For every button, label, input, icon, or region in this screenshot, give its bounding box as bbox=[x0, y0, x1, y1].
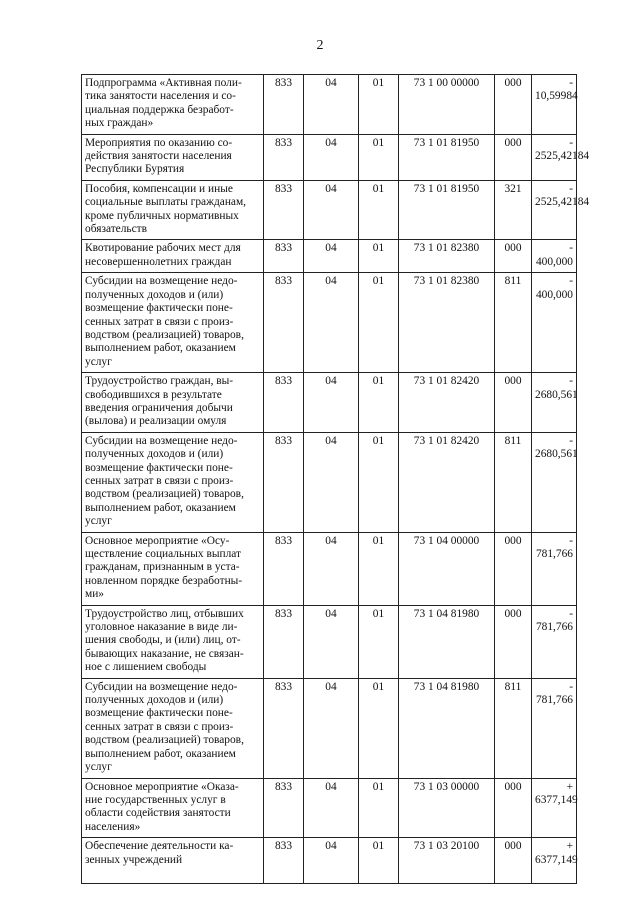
target-article-cell: 73 1 01 81950 bbox=[399, 180, 495, 240]
section-code-cell: 04 bbox=[304, 75, 359, 135]
subsection-code-cell: 01 bbox=[359, 373, 399, 433]
section-code-cell: 04 bbox=[304, 432, 359, 532]
section-code-cell: 04 bbox=[304, 778, 359, 838]
amount-cell: - 400,000 bbox=[532, 273, 577, 373]
subsection-code-cell: 01 bbox=[359, 432, 399, 532]
expense-type-cell: 000 bbox=[495, 838, 532, 884]
expense-type-cell: 000 bbox=[495, 532, 532, 605]
expense-type-cell: 811 bbox=[495, 273, 532, 373]
ministry-code-cell: 833 bbox=[264, 532, 304, 605]
table-row bbox=[82, 240, 577, 273]
expense-type-cell: 811 bbox=[495, 678, 532, 778]
subsection-code-cell: 01 bbox=[359, 240, 399, 273]
subsection-code-cell: 01 bbox=[359, 605, 399, 678]
amount-cell: - 2680,561 bbox=[532, 432, 577, 532]
row-name-cell: Основное мероприятие «Осу- ществление социальных выплат гражданам, признанным в уста- новленном порядке безработны- ми» bbox=[82, 532, 264, 605]
target-article-cell: 73 1 03 00000 bbox=[399, 778, 495, 838]
row-name-cell: Субсидии на возмещение недо- полученных доходов и (или) возмещение фактически поне- сенных затрат в связи с произ- водством (реализацией) товаров, выполнением работ, оказанием услуг bbox=[82, 273, 264, 373]
row-name-cell: Субсидии на возмещение недо- полученных доходов и (или) возмещение фактически поне- сенных затрат в связи с произ- водством (реализацией) товаров, выполнением работ, оказанием услуг bbox=[82, 432, 264, 532]
row-name-cell: Трудоустройство лиц, отбывших уголовное наказание в виде ли- шения свободы, и (или) лиц, от- бывающих наказание, не связан- ное с лишением свободы bbox=[82, 605, 264, 678]
ministry-code-cell: 833 bbox=[264, 432, 304, 532]
amount-cell: + 6377,149 bbox=[532, 778, 577, 838]
amount-cell: - 2525,42184 bbox=[532, 180, 577, 240]
section-code-cell: 04 bbox=[304, 605, 359, 678]
table-row bbox=[82, 432, 577, 532]
section-code-cell: 04 bbox=[304, 180, 359, 240]
section-code-cell: 04 bbox=[304, 678, 359, 778]
target-article-cell: 73 1 03 20100 bbox=[399, 838, 495, 884]
subsection-code-cell: 01 bbox=[359, 180, 399, 240]
section-code-cell: 04 bbox=[304, 240, 359, 273]
section-code-cell: 04 bbox=[304, 373, 359, 433]
target-article-cell: 73 1 01 82420 bbox=[399, 373, 495, 433]
subsection-code-cell: 01 bbox=[359, 838, 399, 884]
row-name-cell: Субсидии на возмещение недо- полученных доходов и (или) возмещение фактически поне- сенных затрат в связи с произ- водством (реализацией) товаров, выполнением работ, оказанием услуг bbox=[82, 678, 264, 778]
expense-type-cell: 000 bbox=[495, 605, 532, 678]
ministry-code-cell: 833 bbox=[264, 678, 304, 778]
table-row bbox=[82, 134, 577, 180]
target-article-cell: 73 1 04 00000 bbox=[399, 532, 495, 605]
ministry-code-cell: 833 bbox=[264, 240, 304, 273]
target-article-cell: 73 1 01 82380 bbox=[399, 240, 495, 273]
row-name-cell: Пособия, компенсации и иные социальные выплаты гражданам, кроме публичных нормативных обязательств bbox=[82, 180, 264, 240]
row-name-cell: Подпрограмма «Активная поли- тика занятости населения и со- циальная поддержка безработ- ных граждан» bbox=[82, 75, 264, 135]
expense-type-cell: 811 bbox=[495, 432, 532, 532]
ministry-code-cell: 833 bbox=[264, 605, 304, 678]
table-row bbox=[82, 180, 577, 240]
target-article-cell: 73 1 00 00000 bbox=[399, 75, 495, 135]
amount-cell: - 781,766 bbox=[532, 532, 577, 605]
row-name-cell: Трудоустройство граждан, вы- свободившихся в результате введения ограничения добычи (вылова) и реализации омуля bbox=[82, 373, 264, 433]
section-code-cell: 04 bbox=[304, 134, 359, 180]
table-row bbox=[82, 273, 577, 373]
row-name-cell: Мероприятия по оказанию со- действия занятости населения Республики Бурятия bbox=[82, 134, 264, 180]
subsection-code-cell: 01 bbox=[359, 532, 399, 605]
subsection-code-cell: 01 bbox=[359, 778, 399, 838]
section-code-cell: 04 bbox=[304, 532, 359, 605]
expense-type-cell: 321 bbox=[495, 180, 532, 240]
budget-table bbox=[81, 74, 590, 884]
ministry-code-cell: 833 bbox=[264, 75, 304, 135]
amount-cell: - 781,766 bbox=[532, 605, 577, 678]
expense-type-cell: 000 bbox=[495, 240, 532, 273]
expense-type-cell: 000 bbox=[495, 75, 532, 135]
ministry-code-cell: 833 bbox=[264, 778, 304, 838]
row-name-cell: Обеспечение деятельности ка- зенных учреждений bbox=[82, 838, 264, 884]
section-code-cell: 04 bbox=[304, 273, 359, 373]
target-article-cell: 73 1 04 81980 bbox=[399, 678, 495, 778]
target-article-cell: 73 1 01 81950 bbox=[399, 134, 495, 180]
ministry-code-cell: 833 bbox=[264, 273, 304, 373]
budget-table-body bbox=[82, 75, 590, 884]
row-name-cell: Квотирование рабочих мест для несовершеннолетних граждан bbox=[82, 240, 264, 273]
subsection-code-cell: 01 bbox=[359, 134, 399, 180]
amount-cell: - 781,766 bbox=[532, 678, 577, 778]
expense-type-cell: 000 bbox=[495, 778, 532, 838]
target-article-cell: 73 1 01 82420 bbox=[399, 432, 495, 532]
amount-cell: - 400,000 bbox=[532, 240, 577, 273]
ministry-code-cell: 833 bbox=[264, 134, 304, 180]
ministry-code-cell: 833 bbox=[264, 838, 304, 884]
table-row bbox=[82, 75, 577, 135]
table-row bbox=[82, 373, 577, 433]
expense-type-cell: 000 bbox=[495, 134, 532, 180]
page-number: 2 bbox=[316, 38, 324, 53]
table-row bbox=[82, 678, 577, 778]
section-code-cell: 04 bbox=[304, 838, 359, 884]
ministry-code-cell: 833 bbox=[264, 373, 304, 433]
table-row bbox=[82, 778, 577, 838]
amount-cell: - 2525,42184 bbox=[532, 134, 577, 180]
subsection-code-cell: 01 bbox=[359, 678, 399, 778]
subsection-code-cell: 01 bbox=[359, 75, 399, 135]
target-article-cell: 73 1 01 82380 bbox=[399, 273, 495, 373]
row-name-cell: Основное мероприятие «Оказа- ние государственных услуг в области содействия занятости населения» bbox=[82, 778, 264, 838]
table-row bbox=[82, 605, 577, 678]
ministry-code-cell: 833 bbox=[264, 180, 304, 240]
table-row bbox=[82, 838, 577, 884]
amount-cell: - 2680,561 bbox=[532, 373, 577, 433]
target-article-cell: 73 1 04 81980 bbox=[399, 605, 495, 678]
table-row bbox=[82, 532, 577, 605]
amount-cell: - 10,59984 bbox=[532, 75, 577, 135]
expense-type-cell: 000 bbox=[495, 373, 532, 433]
subsection-code-cell: 01 bbox=[359, 273, 399, 373]
amount-cell: + 6377,149 bbox=[532, 838, 577, 884]
